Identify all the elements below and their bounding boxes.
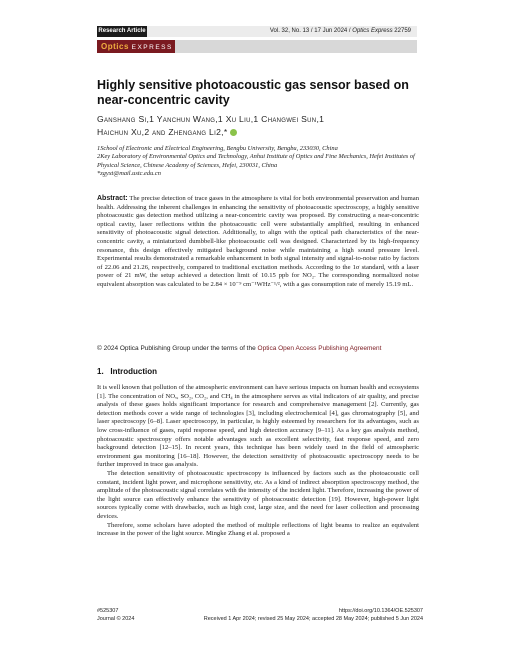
article-title: Highly sensitive photoacoustic gas sensor based on near-concentric cavity <box>97 78 409 107</box>
abstract <box>97 195 419 290</box>
journal-header-bar <box>97 26 417 37</box>
abstract-label: Abstract: <box>97 195 128 202</box>
section-number: 1. <box>97 367 104 376</box>
affiliation-2: 2Key Laboratory of Environmental Optics and Technology, Anhui Institute of Optics and Fine Mechanics, Hefei Institutes of Physical Science, Chinese Academy of Sciences, Hefei, 230031, China <box>97 153 415 169</box>
orcid-icon[interactable] <box>230 129 237 136</box>
author-line-2 <box>97 126 427 139</box>
intro-paragraph-1: It is well known that pollution of the atmospheric environment can have serious impacts on human health and ecosystems [1]. The concentration of NOₓ, SO₂, CO₂, and CH₄ in the atmosphere serves as vital indicators of air quality, and precise analysis of these gases holds significant importance for research and comprehensive management [2]. Currently, gas detection methods cover a wide range of technologies [3], including electrochemical [4], gas chromatography [5], and laser spectroscopy [6–8]. Laser spectroscopy, in particular, is highly esteemed by researchers for its advantages, such as low cross-influence of gases, rapid response speed, and high detection accuracy [9–11]. As a key gas analysis method, photoacoustic spectroscopy offers notable advantages such as excellent selectivity, fast response speed, and zero background detection [12–15]. In recent years, this technique has been widely used in the field of atmospheric environment gas monitoring [16–18]. However, the detection sensitivity of photoacoustic spectroscopy needs to be further improved in trace gas analysis. <box>97 384 419 469</box>
introduction-body <box>97 384 419 539</box>
intro-paragraph-2: The detection sensitivity of photoacoustic spectroscopy is influenced by factors such as the photoacoustic cell constant, incident light power, and microphone sensitivity, etc. As a kind of indirect absorption spectroscopy method, the amplitude of the photoacoustic signal correlates with the intensity of the incident light. Therefore, increasing the power of the light source can effectively enhance the sensitivity of photoacoustic detection [19]. However, high-power light sources typically come with drawbacks, such as high cost, large size, and the need for laser collection and processing devices. <box>97 469 419 520</box>
volume-text: Vol. 32, No. 13 / 17 Jun 2024 / <box>269 28 353 34</box>
article-type-tag: Research Article <box>97 26 147 37</box>
journal-name: Optics Express <box>352 28 393 34</box>
license-link[interactable]: Optica Open Access Publishing Agreement <box>257 345 382 352</box>
footer-left <box>97 608 134 623</box>
brand-optics: Optics <box>101 42 129 51</box>
author-list <box>97 113 427 139</box>
section-title: Introduction <box>110 367 157 376</box>
article-id: #525307 <box>97 608 119 614</box>
footer-right <box>204 608 423 623</box>
copyright-notice <box>97 345 427 352</box>
abstract-text: The precise detection of trace gases in the atmosphere is vital for both environmental preservation and human health. Addressing the inherent challenges in enhancing the sensitivity of photoacoustic spectroscopy, a highly sensitive photoacoustic gas detection method utilizing a near-concentric cavity was proposed. By constructing a near-concentric optical cavity, laser reflections within the photoacoustic cell were substantially amplified, resulting in enhanced sensitivity of photoacoustic signal detection. Additionally, to align with the optical path characteristics of the near-concentric cavity, a miniaturized dumbbell-like photoacoustic cell was designed. Characterized by its high-frequency resonance, this design effectively mitigated background noise while maintaining a high sound pressure level. Experimental results demonstrated a remarkable enhancement in both signal intensity and signal-to-noise ratio by factors of 22.06 and 21.26, respectively, compared to traditional excitation methods. According to the 1σ standard, with a laser power of 21 mW, the setup achieved a detection limit of 10.15 ppb for NO₂. The corresponding normalized noise equivalent absorption was calculated to be 2.84 × 10⁻⁹ cm⁻¹WHz⁻¹/², with a gas consumption rate of merely 15.19 mL. <box>97 195 419 288</box>
intro-paragraph-3: Therefore, some scholars have adopted the method of multiple reflections of light beams to realize an equivalent increase in the power of the light source. Mingke Zhang et al. proposed a <box>97 521 419 538</box>
brand-express: EXPRESS <box>131 44 173 51</box>
affiliation-1: 1School of Electronic and Electrical Engineering, Bengbu University, Bengbu, 233030, China <box>97 145 338 152</box>
publication-dates: Received 1 Apr 2024; revised 25 May 2024; accepted 28 May 2024; published 5 Jun 2024 <box>203 615 423 622</box>
journal-brand-bar <box>97 40 417 53</box>
author-line-1: Ganshang Si,1 Yanchun Wang,1 Xu Liu,1 Changwei Sun,1 <box>97 114 325 124</box>
affiliations <box>97 145 427 178</box>
copyright-text: © 2024 Optica Publishing Group under the terms of the <box>97 345 258 352</box>
section-heading <box>97 367 157 376</box>
journal-copyright: Journal © 2024 <box>97 615 135 622</box>
corresponding-email[interactable]: *zgyxt@mail.ustc.edu.cn <box>97 169 161 177</box>
volume-info <box>270 26 411 37</box>
journal-logo <box>97 40 175 53</box>
author-line-2-text: Haichun Xu,2 and Zhengang Li2,* <box>97 127 228 137</box>
doi-link[interactable]: https://doi.org/10.1364/OE.525307 <box>338 608 423 614</box>
page-number: 22759 <box>392 28 411 34</box>
